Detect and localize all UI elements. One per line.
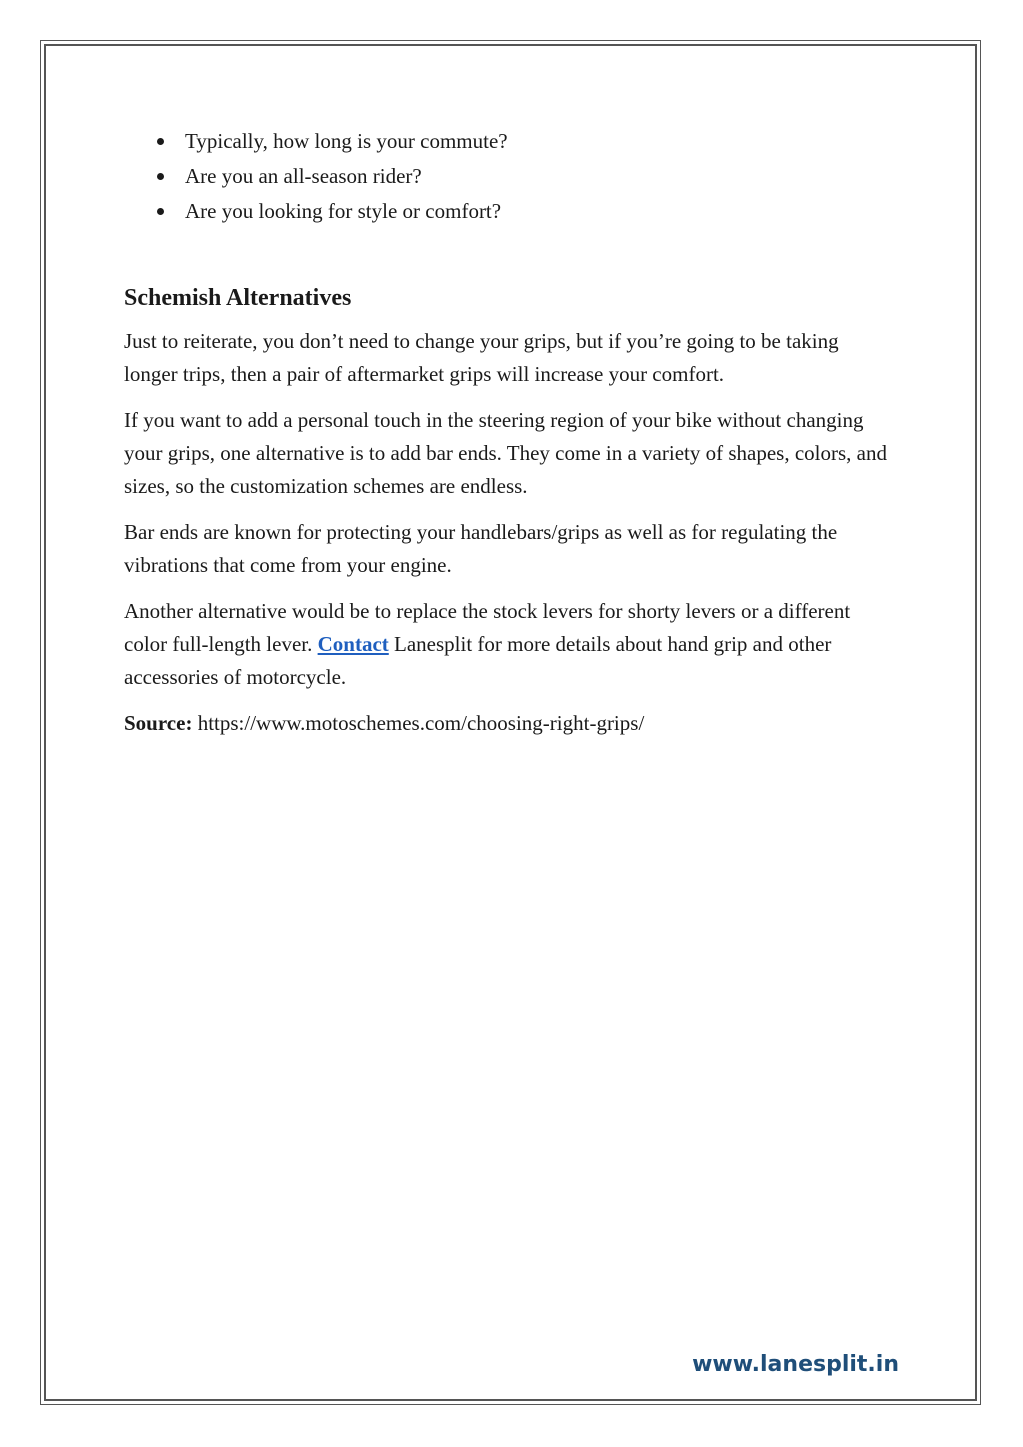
bullet-icon bbox=[157, 208, 164, 215]
paragraph-text: Another alternative would be to replace the stock levers for shorty levers or a different color full-length lever. bbox=[124, 599, 851, 656]
source-url: https://www.motoschemes.com/choosing-right-grips/ bbox=[192, 711, 645, 735]
list-item-text: Are you looking for style or comfort? bbox=[185, 199, 502, 223]
paragraph-text: Lanesplit for more details about hand grip and other accessories of motorcycle. bbox=[124, 632, 832, 689]
list-item bbox=[124, 124, 894, 159]
contact-link[interactable]: Contact bbox=[317, 632, 389, 656]
bullet-icon bbox=[157, 173, 164, 180]
footer-website: www.lanesplit.in bbox=[692, 1352, 899, 1377]
section-heading: Schemish Alternatives bbox=[124, 285, 352, 311]
source-line bbox=[124, 707, 894, 740]
paragraph: If you want to add a personal touch in the steering region of your bike without changing your grips, one alternative is to add bar ends. They come in a variety of shapes, colors, and sizes, so the customization schemes are endless. bbox=[124, 408, 887, 498]
list-item-text: Typically, how long is your commute? bbox=[185, 129, 508, 153]
question-list bbox=[124, 124, 894, 229]
list-item bbox=[124, 159, 894, 194]
source-label: Source: bbox=[124, 711, 193, 735]
paragraph-with-link bbox=[124, 595, 894, 694]
paragraph: Bar ends are known for protecting your handlebars/grips as well as for regulating the vibrations that come from your engine. bbox=[124, 520, 838, 577]
document-body bbox=[124, 124, 894, 740]
bullet-icon bbox=[157, 138, 164, 145]
list-item-text: Are you an all-season rider? bbox=[185, 164, 422, 188]
paragraph: Just to reiterate, you don’t need to change your grips, but if you’re going to be taking longer trips, then a pair of aftermarket grips will increase your comfort. bbox=[124, 329, 839, 386]
list-item bbox=[124, 194, 894, 229]
